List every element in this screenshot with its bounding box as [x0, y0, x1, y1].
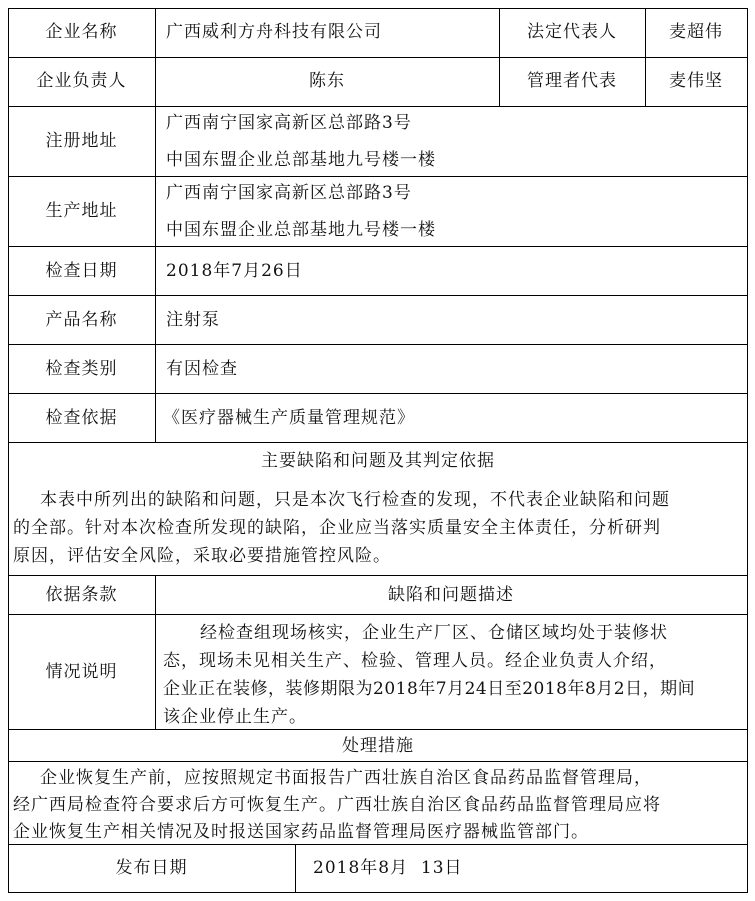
production-address-label: 生产地址: [45, 201, 118, 221]
defects-note-line3: 原因，评估安全风险，采取必要措施管控风险。: [13, 546, 391, 566]
legal-representative-value: 麦超伟: [669, 22, 723, 42]
registered-address-line2: 中国东盟企业总部基地九号楼一楼: [166, 150, 436, 170]
measures-line3: 企业恢复生产相关情况及时报送国家药品监督管理局医疗器械监管部门。: [13, 822, 589, 842]
publish-date-label: 发布日期: [115, 858, 188, 878]
production-address-line2: 中国东盟企业总部基地九号楼一楼: [166, 220, 436, 240]
defects-note-line2: 的全部。针对本次检查所发现的缺陷，企业应当落实质量安全主体责任，分析研判: [13, 518, 661, 538]
inspection-date-label: 检查日期: [45, 261, 118, 281]
company-name-label: 企业名称: [45, 22, 118, 42]
situation-line4: 该企业停止生产。: [163, 707, 307, 727]
situation-line3: 企业正在装修，装修期限为2018年7月24日至2018年8月2日，期间: [163, 679, 696, 699]
management-representative-label: 管理者代表: [527, 71, 617, 91]
inspection-type-value: 有因检查: [166, 359, 238, 379]
legal-representative-label: 法定代表人: [527, 22, 617, 42]
company-responsible-label: 企业负责人: [36, 71, 127, 91]
situation-label: 情况说明: [45, 662, 118, 682]
product-name-value: 注射泵: [166, 310, 220, 330]
situation-line1: 经检查组现场核实，企业生产厂区、仓储区域均处于装修状: [200, 623, 668, 643]
defects-note-line1: 本表中所列出的缺陷和问题，只是本次飞行检查的发现，不代表企业缺陷和问题: [40, 490, 670, 510]
defects-section-title: 主要缺陷和问题及其判定依据: [261, 451, 495, 471]
company-name-value: 广西威利方舟科技有限公司: [166, 22, 382, 42]
registered-address-label: 注册地址: [45, 131, 118, 151]
registered-address-line1: 广西南宁国家高新区总部路3号: [166, 113, 412, 133]
product-name-label: 产品名称: [45, 310, 118, 330]
inspection-date-value: 2018年7月26日: [166, 261, 303, 281]
measures-line2: 经广西局检查符合要求后方可恢复生产。广西壮族自治区食品药品监督管理局应将: [13, 795, 661, 815]
defect-description-header: 缺陷和问题描述: [388, 585, 514, 605]
inspection-type-label: 检查类别: [45, 359, 118, 379]
situation-line2: 态，现场未见相关生产、检验、管理人员。经企业负责人介绍，: [163, 651, 667, 671]
measures-title: 处理措施: [342, 736, 414, 756]
publish-date-value: 2018年8月 13日: [313, 858, 463, 878]
management-representative-value: 麦伟坚: [669, 71, 723, 91]
measures-line1: 企业恢复生产前，应按照规定书面报告广西壮族自治区食品药品监督管理局，: [40, 768, 652, 788]
inspection-basis-label: 检查依据: [45, 408, 118, 428]
production-address-line1: 广西南宁国家高新区总部路3号: [166, 183, 412, 203]
basis-clause-header: 依据条款: [45, 585, 118, 605]
company-responsible-value: 陈东: [309, 71, 345, 91]
inspection-basis-value: 《医疗器械生产质量管理规范》: [163, 408, 415, 428]
